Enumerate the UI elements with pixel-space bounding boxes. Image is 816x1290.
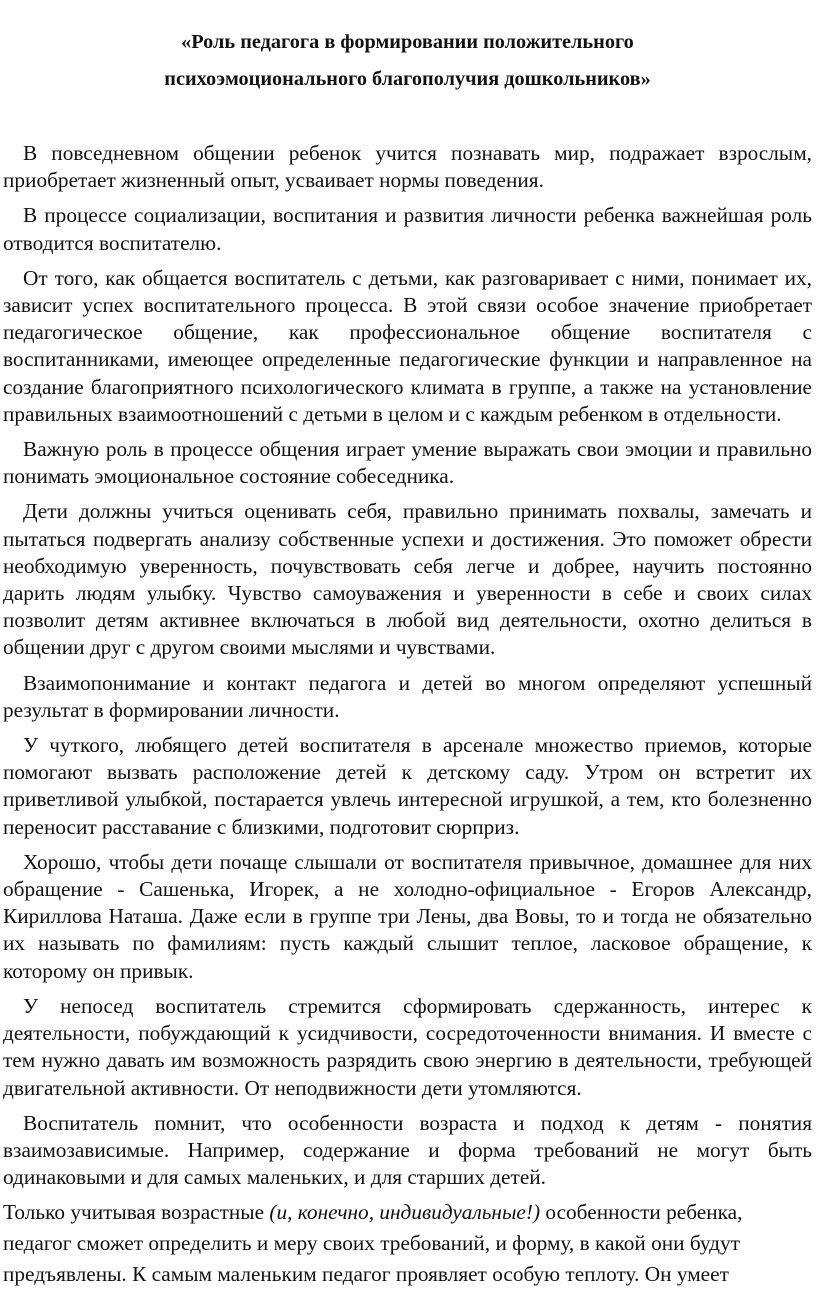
- title-line-2: психоэмоционального благополучия дошкольников»: [164, 68, 651, 90]
- italic-remark: (и, конечно, индивидуальные!): [269, 1200, 541, 1225]
- paragraph-9: У непосед воспитатель стремится сформировать сдержанность, интерес к деятельности, побуждающий к усидчивости, сосредоточенности внимания. И вместе с тем нужно давать им возможность разрядить свою энергию в деятельности, требующей двигательной активности. От неподвижности дети утомляются.: [3, 993, 812, 1100]
- paragraph-6: Взаимопонимание и контакт педагога и детей во многом определяют успешный результат в формировании личности.: [3, 670, 812, 722]
- paragraph-2: В процессе социализации, воспитания и развития личности ребенка важнейшая роль отводится воспитателю.: [3, 203, 812, 255]
- paragraph-4: Важную роль в процессе общения играет умение выражать свои эмоции и правильно понимать эмоциональное состояние собеседника.: [3, 437, 812, 489]
- line-1-text-end: особенности ребенка,: [540, 1200, 743, 1225]
- paragraph-7: У чуткого, любящего детей воспитателя в арсенале множество приемов, которые помогают вызвать расположение детей к детскому саду. Утром он встретит их приветливой улыбкой, постарается увлечь интересной игрушкой, а тем, кто болезненно переносит расставание с близкими, подготовит сюрприз.: [3, 733, 812, 839]
- paragraph-11-line-1: [3, 1197, 812, 1228]
- paragraph-10: Воспитатель помнит, что особенности возраста и подход к детям - понятия взаимозависимые. Например, содержание и форма требований не могут быть одинаковыми и для самых маленьких, и для старших детей.: [3, 1110, 812, 1190]
- paragraph-8: Хорошо, чтобы дети почаще слышали от воспитателя привычное, домашнее для них обращение - Сашенька, Игорек, а не холодно-официальное - Егоров Александр, Кириллова Наташа. Даже если в группе три Лены, два Вовы, то и тогда не обязательно их называть по фамилиям: пусть каждый слышит теплое, ласковое обращение, к которому он привык.: [3, 849, 812, 983]
- paragraph-3: От того, как общается воспитатель с детьми, как разговаривает с ними, понимает их, зависит успех воспитательного процесса. В этой связи особое значение приобретает педагогическое общение, как профессиональное общение воспитателя с воспитанниками, имеющее определенные педагогические функции и направленное на создание благоприятного психологического климата в группе, а также на установление правильных взаимоотношений с детьми в целом и с каждым ребенком в отдельности.: [3, 265, 812, 426]
- document-title: [3, 24, 812, 98]
- title-line-1: «Роль педагога в формировании положительного: [181, 31, 634, 53]
- paragraph-11-line-2: педагог сможет определить и меру своих требований, и форму, в какой они будут: [3, 1231, 740, 1256]
- line-1-text-start: Только учитывая возрастные: [3, 1200, 270, 1225]
- paragraph-5: Дети должны учиться оценивать себя, правильно принимать похвалы, замечать и пытаться подвергать анализу собственные успехи и достижения. Это поможет обрести необходимую уверенность, почувствовать себя легче и добрее, научить постоянно дарить людям улыбку. Чувство самоуважения и уверенности в себе и своих силах позволит детям активнее включаться в любой вид деятельности, охотно делиться в общении друг с другом своими мыслями и чувствами.: [3, 499, 812, 660]
- document-body: [3, 140, 812, 1290]
- paragraph-11-line-3: предъявлены. К самым маленьким педагог проявляет особую теплоту. Он умеет: [3, 1262, 729, 1287]
- paragraph-1: В повседневном общении ребенок учится познавать мир, подражает взрослым, приобретает жизненный опыт, усваивает нормы поведения.: [3, 141, 812, 193]
- paragraph-11: [3, 1197, 812, 1290]
